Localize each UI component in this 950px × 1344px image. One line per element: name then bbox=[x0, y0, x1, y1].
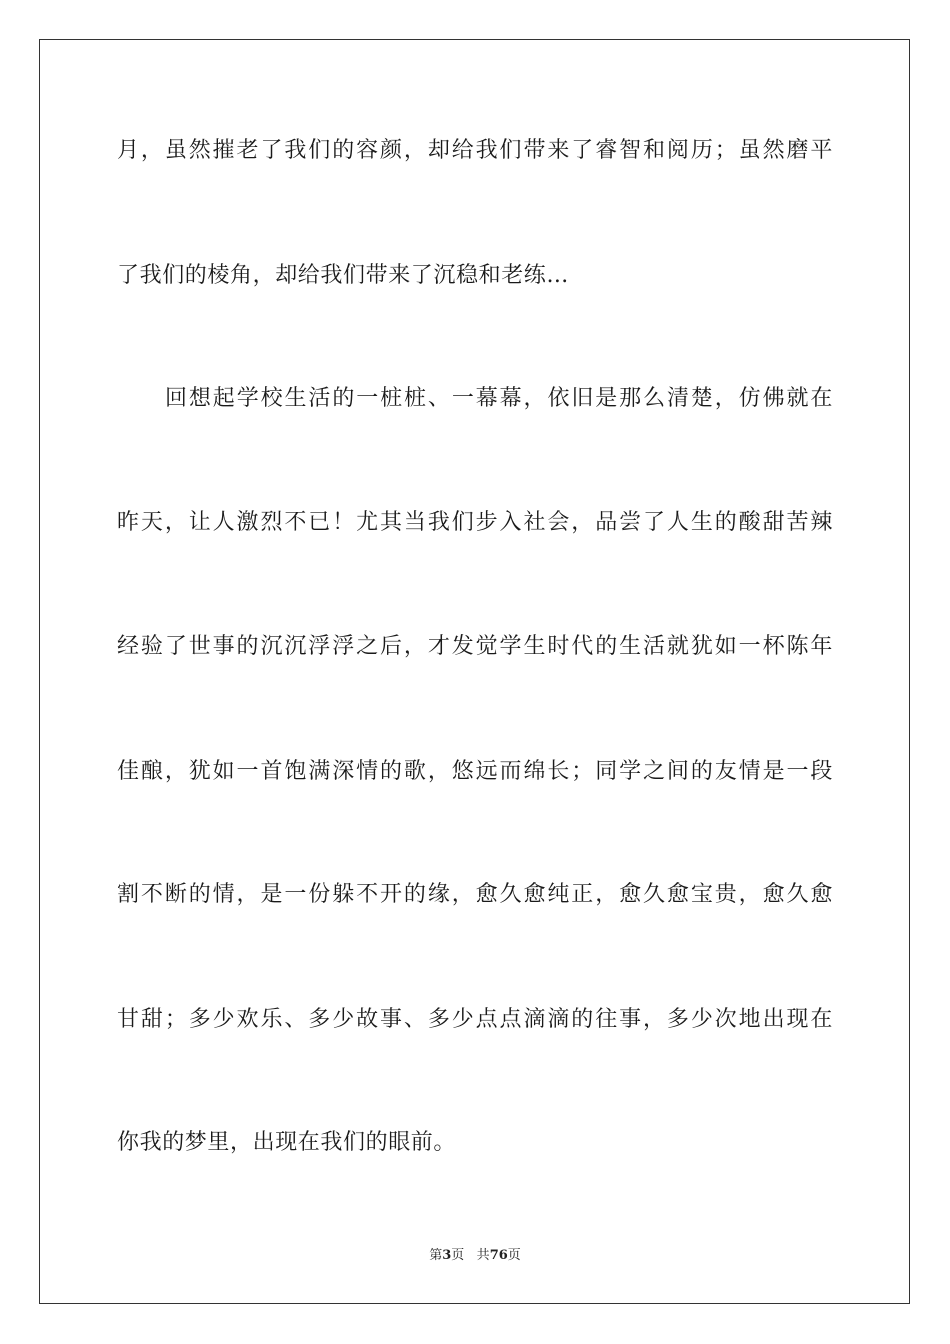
body-text-line: 你我的梦里，出现在我们的眼前。 bbox=[117, 1130, 457, 1155]
body-text-line: 割不断的情，是一份躲不开的缘，愈久愈纯正，愈久愈宝贵，愈久愈 bbox=[117, 882, 833, 907]
body-text-line: 了我们的棱角，却给我们带来了沉稳和老练… bbox=[117, 263, 570, 288]
page-prefix: 第 bbox=[429, 1248, 443, 1263]
paragraph-first-line: 回想起学校生活的一桩桩、一幕幕，依旧是那么清楚，仿佛就在 bbox=[165, 386, 833, 411]
total-suffix: 页 bbox=[507, 1248, 521, 1263]
body-text-line: 经验了世事的沉沉浮浮之后，才发觉学生时代的生活就犹如一杯陈年 bbox=[117, 634, 833, 659]
page-footer bbox=[0, 1247, 950, 1265]
body-text-line: 甘甜；多少欢乐、多少故事、多少点点滴滴的往事，多少次地出现在 bbox=[117, 1007, 833, 1032]
body-text-line: 月，虽然摧老了我们的容颜，却给我们带来了睿智和阅历；虽然磨平 bbox=[117, 138, 833, 163]
page-border bbox=[39, 39, 910, 1304]
page-suffix: 页 bbox=[451, 1248, 465, 1263]
total-prefix: 共 bbox=[476, 1248, 490, 1263]
body-text-line: 昨天，让人激烈不已！尤其当我们步入社会，品尝了人生的酸甜苦辣 bbox=[117, 510, 833, 535]
body-text-line: 佳酿，犹如一首饱满深情的歌，悠远而绵长；同学之间的友情是一段 bbox=[117, 759, 833, 784]
page-number: 3 bbox=[442, 1248, 452, 1263]
total-pages: 76 bbox=[489, 1248, 508, 1263]
